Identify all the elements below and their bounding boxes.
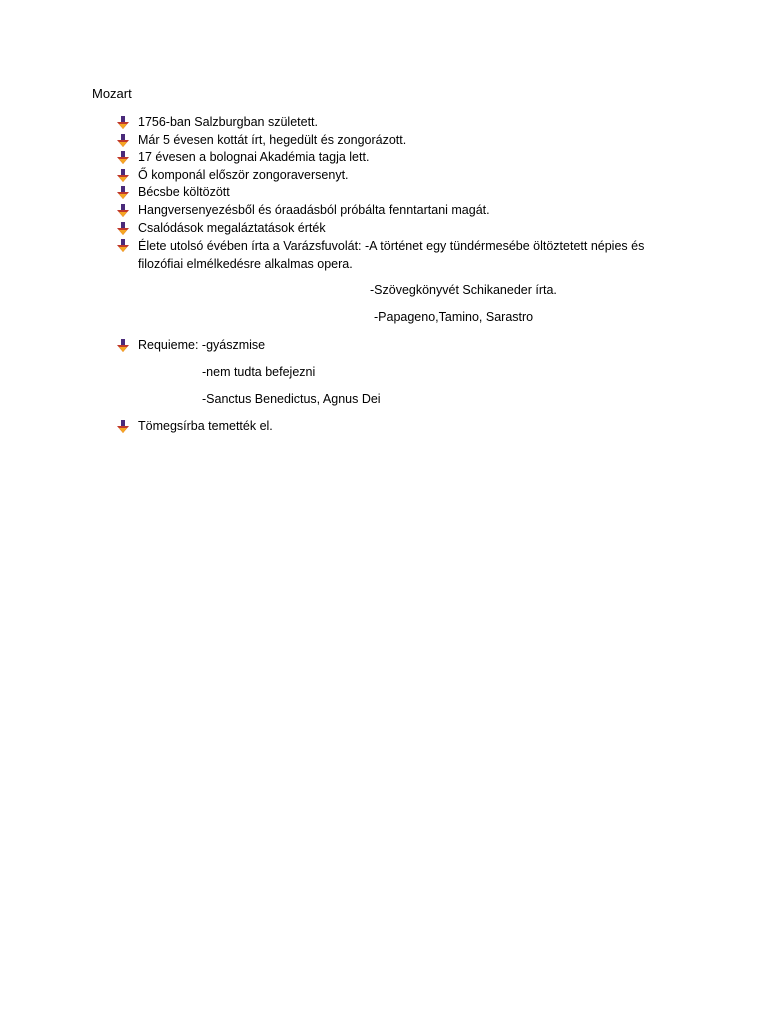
- list-item-text: Hangversenyezésből és óraadásból próbálta fenntartani magát.: [138, 203, 490, 217]
- list-item: [116, 220, 326, 238]
- requiem-label: Requieme: -gyászmise: [138, 338, 266, 352]
- arrow-down-bullet-icon: [116, 420, 130, 434]
- list-item: [116, 184, 230, 202]
- arrow-down-bullet-icon: [116, 239, 130, 253]
- arrow-down-bullet-icon: [116, 169, 130, 183]
- requiem-note: -nem tudta befejezni: [202, 365, 316, 379]
- arrow-down-bullet-icon: [116, 222, 130, 236]
- document-title: Mozart: [92, 86, 132, 101]
- list-item: [116, 202, 490, 220]
- arrow-down-bullet-icon: [116, 151, 130, 165]
- list-item: [116, 337, 265, 355]
- list-item-text: Csalódások megaláztatások érték: [138, 220, 326, 235]
- opera-note: -Szövegkönyvét Schikaneder írta.: [370, 283, 557, 297]
- arrow-down-bullet-icon: [116, 116, 130, 130]
- arrow-down-bullet-icon: [116, 339, 130, 353]
- list-item: [116, 167, 349, 185]
- arrow-down-bullet-icon: [116, 186, 130, 200]
- list-item: [116, 237, 673, 273]
- list-item: [116, 418, 273, 436]
- arrow-down-bullet-icon: [116, 204, 130, 218]
- list-item: [116, 114, 318, 132]
- requiem-note: -Sanctus Benedictus, Agnus Dei: [202, 392, 381, 406]
- list-item-text: Már 5 évesen kottát írt, hegedült és zongorázott.: [138, 132, 407, 147]
- list-item-text: Bécsbe költözött: [138, 185, 230, 200]
- list-item-text: Ő komponál először zongoraversenyt.: [138, 167, 349, 182]
- arrow-down-bullet-icon: [116, 134, 130, 148]
- list-item: [116, 132, 406, 150]
- list-item-text: Élete utolsó évében írta a Varázsfuvolát: -A történet egy tündérmesébe öltöztetett népies és filozófiai elmélkedésre alkalmas opera.: [138, 239, 645, 272]
- opera-note: -Papageno,Tamino, Sarastro: [374, 310, 534, 324]
- list-item-text: Tömegsírba temették el.: [138, 419, 273, 433]
- list-item-text: 17 évesen a bolognai Akadémia tagja lett.: [138, 150, 370, 165]
- list-item-text: 1756-ban Salzburgban született.: [138, 115, 318, 129]
- list-item: [116, 149, 369, 167]
